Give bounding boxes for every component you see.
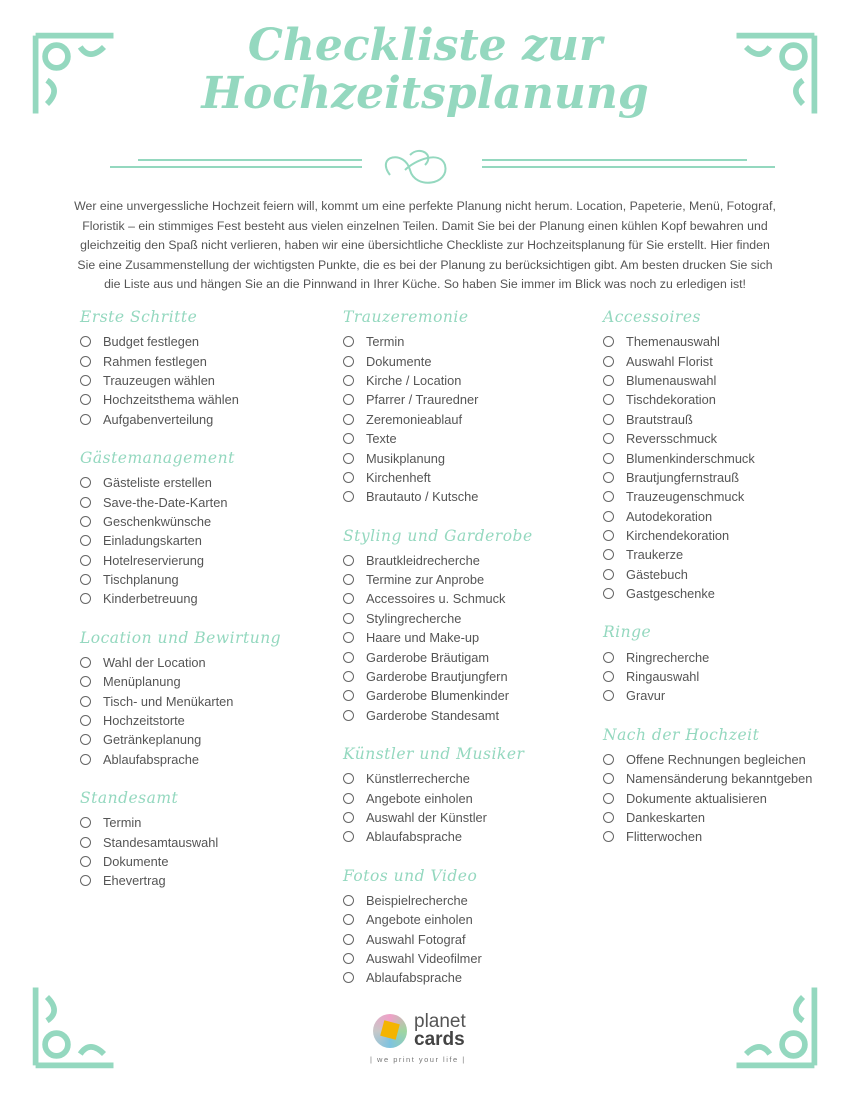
checklist-item-label: Gravur xyxy=(626,688,666,704)
checklist-item[interactable] xyxy=(603,686,843,705)
flourish-divider xyxy=(110,145,775,185)
checkbox-circle[interactable] xyxy=(80,497,91,508)
checkbox-circle[interactable] xyxy=(603,472,614,483)
checklist-item[interactable] xyxy=(343,788,583,807)
checklist-item[interactable] xyxy=(343,468,583,487)
checklist-item[interactable] xyxy=(603,410,843,429)
checklist-item[interactable] xyxy=(603,667,843,686)
checklist-section xyxy=(603,724,843,847)
checkbox-circle[interactable] xyxy=(343,710,354,721)
checkbox-circle[interactable] xyxy=(603,433,614,444)
checkbox-circle[interactable] xyxy=(343,472,354,483)
checkbox-circle[interactable] xyxy=(80,574,91,585)
checkbox-circle[interactable] xyxy=(80,734,91,745)
checklist-item[interactable] xyxy=(603,769,843,788)
checklist-item-label: Dokumente aktualisieren xyxy=(626,790,767,806)
checklist-item[interactable] xyxy=(80,390,320,409)
checkbox-circle[interactable] xyxy=(603,831,614,842)
checkbox-circle[interactable] xyxy=(603,511,614,522)
checkbox-circle[interactable] xyxy=(343,574,354,585)
checklist-item-label: Autodekoration xyxy=(626,508,713,524)
checkbox-circle[interactable] xyxy=(603,336,614,347)
checklist-item-label: Gastgeschenke xyxy=(626,586,715,602)
checkbox-circle[interactable] xyxy=(603,652,614,663)
checklist-item-label: Pfarrer / Trauredner xyxy=(366,392,479,408)
checklist-item-label: Auswahl Florist xyxy=(626,353,713,369)
checklist-item-label: Brautkleidrecherche xyxy=(366,552,480,568)
checkbox-circle[interactable] xyxy=(603,356,614,367)
checkbox-circle[interactable] xyxy=(603,569,614,580)
checkbox-circle[interactable] xyxy=(80,394,91,405)
checklist-item[interactable] xyxy=(603,545,843,564)
checklist-item-label: Garderobe Bräutigam xyxy=(366,649,490,665)
checklist-item[interactable] xyxy=(343,706,583,725)
checklist-item[interactable] xyxy=(80,691,320,710)
checklist-item-label: Trauzeugenschmuck xyxy=(626,489,745,505)
checkbox-circle[interactable] xyxy=(343,613,354,624)
checkbox-circle[interactable] xyxy=(80,875,91,886)
checklist-section xyxy=(343,306,583,507)
checkbox-circle[interactable] xyxy=(80,593,91,604)
checklist-item-label: Blumenauswahl xyxy=(626,372,717,388)
checkbox-circle[interactable] xyxy=(603,812,614,823)
checklist-item-label: Dankeskarten xyxy=(626,810,705,825)
checklist-item-label: Hochzeitsthema wählen xyxy=(103,392,239,408)
checklist-item-label: Auswahl Videofilmer xyxy=(366,950,482,966)
checklist-column xyxy=(343,306,583,1006)
checklist-item-label: Budget festlegen xyxy=(103,334,200,350)
section-heading: Ringe xyxy=(603,623,652,642)
checkbox-circle[interactable] xyxy=(603,375,614,386)
checkbox-circle[interactable] xyxy=(343,336,354,347)
checklist-item[interactable] xyxy=(603,584,843,603)
ornament-corner-icon xyxy=(727,978,822,1073)
checklist-item[interactable] xyxy=(80,473,320,492)
checkbox-circle[interactable] xyxy=(343,895,354,906)
ornament-corner-icon xyxy=(727,28,822,123)
planet-cards-logo: planet cards | we print your life | xyxy=(370,1011,466,1064)
checklist-item-label: Accessoires u. Schmuck xyxy=(366,591,506,607)
checklist-item-label: Traukerze xyxy=(626,547,684,563)
checklist-item[interactable] xyxy=(343,808,583,827)
checklist-item-label: Offene Rechnungen begleichen xyxy=(626,751,806,767)
checklist-item-label: Angebote einholen xyxy=(366,912,473,928)
checklist-item[interactable] xyxy=(80,832,320,851)
checklist-item-label: Garderobe Blumenkinder xyxy=(366,688,509,704)
checkbox-circle[interactable] xyxy=(80,817,91,828)
checkbox-circle[interactable] xyxy=(343,934,354,945)
checklist-item-label: Ablaufabsprache xyxy=(366,970,463,986)
checklist-item[interactable] xyxy=(343,332,583,351)
checkbox-circle[interactable] xyxy=(343,812,354,823)
checklist-item[interactable] xyxy=(343,910,583,929)
checklist-item[interactable] xyxy=(343,551,583,570)
checklist-section xyxy=(80,627,320,769)
checklist-section xyxy=(80,787,320,891)
checkbox-circle[interactable] xyxy=(343,972,354,983)
checkbox-circle[interactable] xyxy=(603,690,614,701)
checkbox-circle[interactable] xyxy=(80,477,91,488)
checklist-item[interactable] xyxy=(80,371,320,390)
ornament-corner-icon xyxy=(28,28,123,123)
checklist-column xyxy=(603,306,843,865)
checklist-item[interactable] xyxy=(603,827,843,846)
checkbox-circle[interactable] xyxy=(343,690,354,701)
checkbox-circle[interactable] xyxy=(603,773,614,784)
checklist-section xyxy=(80,447,320,609)
checklist-item-label: Ringauswahl xyxy=(626,669,700,685)
checkbox-circle[interactable] xyxy=(343,375,354,386)
checklist-item[interactable] xyxy=(80,410,320,429)
checklist-column xyxy=(80,306,320,909)
checklist-item[interactable] xyxy=(80,570,320,589)
checkbox-circle[interactable] xyxy=(343,433,354,444)
section-heading: Trauzeremonie xyxy=(343,308,469,326)
checklist-item[interactable] xyxy=(343,686,583,705)
checklist-item[interactable] xyxy=(80,589,320,608)
checklist-item-label: Flitterwochen xyxy=(626,829,703,845)
checklist-item[interactable] xyxy=(343,429,583,448)
checklist-item-label: Haare und Make-up xyxy=(366,630,480,646)
checklist-item[interactable] xyxy=(603,371,843,390)
checklist-item[interactable] xyxy=(80,730,320,749)
checklist-item[interactable] xyxy=(603,526,843,545)
checklist-item-label: Hochzeitstorte xyxy=(103,713,185,729)
checkbox-circle[interactable] xyxy=(80,414,91,425)
checkbox-circle[interactable] xyxy=(80,336,91,347)
checklist-item[interactable] xyxy=(343,487,583,506)
checklist-item-label: Garderobe Brautjungfern xyxy=(366,669,508,685)
checklist-item-label: Themenauswahl xyxy=(626,334,720,350)
checklist-item-label: Geschenkwünsche xyxy=(103,513,212,529)
checklist-item[interactable] xyxy=(80,813,320,832)
checklist-item[interactable] xyxy=(603,565,843,584)
page-title: Checkliste zur Hochzeitsplanung xyxy=(201,20,649,119)
checkbox-circle[interactable] xyxy=(603,394,614,405)
checklist-item-label: Getränkeplanung xyxy=(103,732,202,748)
checklist-item-label: Einladungskarten xyxy=(103,533,202,549)
checklist-item-label: Ablaufabsprache xyxy=(366,829,463,845)
checkbox-circle[interactable] xyxy=(603,754,614,765)
checklist-item[interactable] xyxy=(80,711,320,730)
checklist-item[interactable] xyxy=(343,929,583,948)
section-heading: Erste Schritte xyxy=(80,308,198,326)
section-heading: Standesamt xyxy=(80,789,179,808)
checklist-item-label: Tischplanung xyxy=(103,572,179,588)
checkbox-circle[interactable] xyxy=(80,837,91,848)
checklist-item[interactable] xyxy=(343,769,583,788)
checkbox-circle[interactable] xyxy=(603,491,614,502)
checklist-item-label: Tischdekoration xyxy=(626,392,716,408)
checklist-item[interactable] xyxy=(343,570,583,589)
checkbox-circle[interactable] xyxy=(343,773,354,784)
checklist-item[interactable] xyxy=(343,647,583,666)
section-heading: Fotos und Video xyxy=(343,866,478,885)
checklist-item[interactable] xyxy=(80,332,320,351)
checklist-item-label: Zeremonieablauf xyxy=(366,411,463,427)
checklist-item[interactable] xyxy=(343,589,583,608)
checklist-item[interactable] xyxy=(80,512,320,531)
checklist-item[interactable] xyxy=(80,351,320,370)
checklist-item-label: Musikplanung xyxy=(366,450,445,466)
section-heading: Gästemanagement xyxy=(80,448,235,467)
checklist-item[interactable] xyxy=(343,609,583,628)
checklist-item-label: Garderobe Standesamt xyxy=(366,707,500,723)
section-heading: Künstler und Musiker xyxy=(343,745,525,764)
checklist-item[interactable] xyxy=(603,429,843,448)
checklist-item[interactable] xyxy=(80,871,320,890)
checklist-item-label: Termin xyxy=(366,334,405,350)
checklist-item[interactable] xyxy=(343,351,583,370)
section-heading: Accessoires xyxy=(603,308,701,326)
checklist-section xyxy=(603,306,843,603)
checklist-item-label: Brautauto / Kutsche xyxy=(366,489,479,505)
checkbox-circle[interactable] xyxy=(603,549,614,560)
checklist-item[interactable] xyxy=(80,672,320,691)
checklist-item[interactable] xyxy=(603,332,843,351)
checkbox-circle[interactable] xyxy=(80,676,91,687)
checklist-item-label: Dokumente xyxy=(366,353,432,369)
checklist-item-label: Auswahl Fotograf xyxy=(366,931,466,947)
checklist-item[interactable] xyxy=(343,448,583,467)
checkbox-circle[interactable] xyxy=(80,856,91,867)
checkbox-circle[interactable] xyxy=(80,715,91,726)
section-heading: Styling und Garderobe xyxy=(343,526,533,545)
checklist-item[interactable] xyxy=(343,968,583,987)
section-heading: Location und Bewirtung xyxy=(80,628,282,647)
intro-text: Wer eine unvergessliche Hochzeit feiern will, kommt um eine perfekte Planung nicht herum. Location, Papeterie, Menü, Fotograf, Floristik – ein stimmiges Fest besteht aus vielen einzelnen Teilen. Damit Sie bei der Planung einen kühlen Kopf bewahren und gleichzeitig den Spaß nicht verlieren, haben wir eine übersichtliche Checkliste zur Hochzeitsplanung für Sie erstellt. Hier finden Sie eine Zusammenstellung der wichtigsten Punkte, die es bei der Planung zu berücksichtigen gibt. Am besten drucken Sie sich die Liste aus und hängen Sie an die Pinnwand in Ihrer Küche. So haben Sie immer im Blick was noch zu erledigen ist! xyxy=(74,199,776,292)
checklist-item[interactable] xyxy=(603,351,843,370)
checklist-item-label: Tisch- und Menükarten xyxy=(103,693,234,709)
checklist-item-label: Kinderbetreuung xyxy=(103,591,198,607)
checklist-item-label: Ablaufabsprache xyxy=(103,751,200,767)
checkbox-circle[interactable] xyxy=(80,754,91,765)
ornament-corner-icon xyxy=(28,978,123,1073)
checklist-item[interactable] xyxy=(343,371,583,390)
checklist-item-label: Brautstrauß xyxy=(626,411,693,427)
checklist-item-label: Blumenkinderschmuck xyxy=(626,450,755,466)
checklist-item[interactable] xyxy=(80,852,320,871)
checklist-item[interactable] xyxy=(343,390,583,409)
checkbox-circle[interactable] xyxy=(343,491,354,502)
checkbox-circle[interactable] xyxy=(80,375,91,386)
checklist-section xyxy=(80,306,320,429)
checklist-item-label: Beispielrecherche xyxy=(366,892,468,908)
checklist-item-label: Künstlerrecherche xyxy=(366,771,470,787)
checkbox-circle[interactable] xyxy=(80,535,91,546)
checklist-item[interactable] xyxy=(343,827,583,846)
checklist-item[interactable] xyxy=(603,487,843,506)
checkbox-circle[interactable] xyxy=(343,453,354,464)
checkbox-circle[interactable] xyxy=(343,593,354,604)
checklist-section xyxy=(343,865,583,988)
checklist-item-label: Kirche / Location xyxy=(366,372,462,388)
checklist-item-label: Hotelreservierung xyxy=(103,552,205,568)
checklist-item-label: Gästeliste erstellen xyxy=(103,475,212,491)
checklist-item-label: Aufgabenverteilung xyxy=(103,411,214,427)
checkbox-circle[interactable] xyxy=(80,555,91,566)
checklist-item[interactable] xyxy=(603,390,843,409)
checklist-item-label: Namensänderung bekanntgeben xyxy=(626,771,813,787)
checklist-item[interactable] xyxy=(80,492,320,511)
checklist-item-label: Ringrecherche xyxy=(626,649,710,665)
checkbox-circle[interactable] xyxy=(80,356,91,367)
checkbox-circle[interactable] xyxy=(603,530,614,541)
checkbox-circle[interactable] xyxy=(80,657,91,668)
checklist-item-label: Kirchendekoration xyxy=(626,528,730,544)
checkbox-circle[interactable] xyxy=(80,516,91,527)
checkbox-circle[interactable] xyxy=(603,453,614,464)
checklist-item-label: Brautjungfernstrauß xyxy=(626,469,740,485)
checklist-item[interactable] xyxy=(603,788,843,807)
checkbox-circle[interactable] xyxy=(343,652,354,663)
checklist-section xyxy=(343,525,583,726)
checklist-item[interactable] xyxy=(343,628,583,647)
checklist-item-label: Termin xyxy=(103,815,142,831)
checklist-item[interactable] xyxy=(80,750,320,769)
checklist-item-label: Kirchenheft xyxy=(366,469,431,485)
checklist-item[interactable] xyxy=(603,468,843,487)
checkbox-circle[interactable] xyxy=(603,671,614,682)
checklist-item-label: Texte xyxy=(366,431,397,447)
checklist-item[interactable] xyxy=(80,551,320,570)
checklist-item[interactable] xyxy=(343,949,583,968)
checklist-item-label: Menüplanung xyxy=(103,674,181,690)
checkbox-circle[interactable] xyxy=(343,555,354,566)
checklist-item[interactable] xyxy=(603,448,843,467)
checklist-item-label: Trauzeugen wählen xyxy=(103,372,215,388)
checklist-item-label: Ehevertrag xyxy=(103,873,166,889)
checklist-item-label: Gästebuch xyxy=(626,566,688,582)
checkbox-circle[interactable] xyxy=(343,671,354,682)
checklist-item[interactable] xyxy=(603,808,843,827)
checkbox-circle[interactable] xyxy=(343,394,354,405)
checklist-section xyxy=(603,621,843,705)
section-heading: Nach der Hochzeit xyxy=(603,725,760,744)
checklist-item-label: Standesamtauswahl xyxy=(103,834,219,850)
checklist-item-label: Auswahl der Künstler xyxy=(366,810,487,825)
checkbox-circle[interactable] xyxy=(343,632,354,643)
checklist-item[interactable] xyxy=(80,531,320,550)
checklist-item-label: Angebote einholen xyxy=(366,790,473,806)
checklist-item-label: Save-the-Date-Karten xyxy=(103,494,228,510)
checkbox-circle[interactable] xyxy=(343,414,354,425)
checklist-item[interactable] xyxy=(603,507,843,526)
checkbox-circle[interactable] xyxy=(343,793,354,804)
checkbox-circle[interactable] xyxy=(343,831,354,842)
checklist-item-label: Reversschmuck xyxy=(626,431,718,447)
checklist-item-label: Wahl der Location xyxy=(103,654,206,670)
checkbox-circle[interactable] xyxy=(603,414,614,425)
checklist-item[interactable] xyxy=(603,750,843,769)
checklist-item[interactable] xyxy=(343,891,583,910)
checkbox-circle[interactable] xyxy=(80,696,91,707)
checkbox-circle[interactable] xyxy=(343,356,354,367)
checklist-item-label: Termine zur Anprobe xyxy=(366,572,485,588)
checkbox-circle[interactable] xyxy=(343,914,354,925)
checklist-section xyxy=(343,743,583,847)
checklist-item[interactable] xyxy=(603,647,843,666)
checklist-item-label: Stylingrecherche xyxy=(366,610,462,626)
checkbox-circle[interactable] xyxy=(343,953,354,964)
checkbox-circle[interactable] xyxy=(603,793,614,804)
checklist-item[interactable] xyxy=(80,653,320,672)
checklist-item-label: Dokumente xyxy=(103,854,169,869)
checkbox-circle[interactable] xyxy=(603,588,614,599)
checklist-item-label: Rahmen festlegen xyxy=(103,353,207,369)
checklist-item[interactable] xyxy=(343,410,583,429)
checklist-item[interactable] xyxy=(343,667,583,686)
